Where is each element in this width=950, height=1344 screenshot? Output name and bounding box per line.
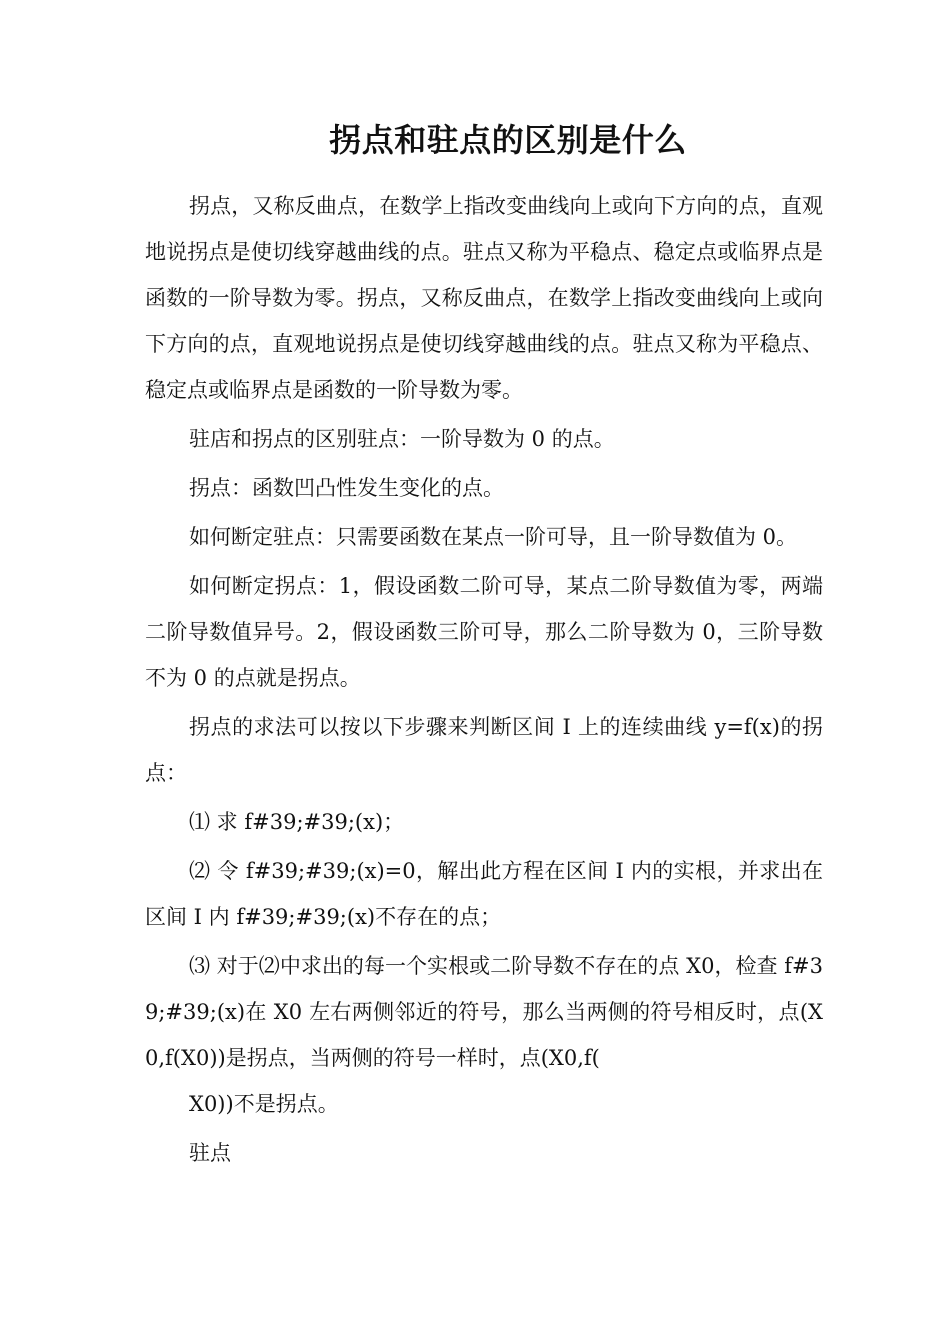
paragraph-step-2: ⑵ 令 f#39;#39;(x)=0，解出此方程在区间 I 内的实根，并求出在区间 I 内 f#39;#39;(x)不存在的点； [145,859,823,929]
paragraph-method-intro: 拐点的求法可以按以下步骤来判断区间 I 上的连续曲线 y=f(x)的拐点： [145,715,823,785]
paragraph-determine-inflection: 如何断定拐点：1，假设函数二阶可导，某点二阶导数值为零，两端二阶导数值异号。2，假设函数三阶可导，那么二阶导数为 0，三阶导数不为 0 的点就是拐点。 [145,574,823,690]
document-title: 拐点和驻点的区别是什么 [329,121,687,159]
paragraph-step-1: ⑴ 求 f#39;#39;(x)； [189,810,405,834]
paragraph-determine-stationary: 如何断定驻点：只需要函数在某点一阶可导，且一阶导数值为 0。 [189,525,798,549]
paragraph-stationary-point: 驻店和拐点的区别驻点：一阶导数为 0 的点。 [189,427,615,451]
paragraph-inflection-point: 拐点：函数凹凸性发生变化的点。 [189,476,504,500]
paragraph-stationary-heading: 驻点 [189,1141,231,1165]
paragraph-step-3: ⑶ 对于⑵中求出的每一个实根或二阶导数不存在的点 X0，检查 f#39;#39;(x)在 X0 左右两侧邻近的符号，那么当两侧的符号相反时，点(X0,f(X0))是拐点，当两侧的符号一样时，点(X0,f( [145,954,823,1070]
document-body [145,183,823,1179]
paragraph-definition: 拐点，又称反曲点，在数学上指改变曲线向上或向下方向的点，直观地说拐点是使切线穿越曲线的点。驻点又称为平稳点、稳定点或临界点是函数的一阶导数为零。拐点，又称反曲点，在数学上指改变曲线向上或向下方向的点，直观地说拐点是使切线穿越曲线的点。驻点又称为平稳点、稳定点或临界点是函数的一阶导数为零。 [145,194,823,402]
paragraph-step-3-continued: X0))不是拐点。 [189,1092,339,1116]
